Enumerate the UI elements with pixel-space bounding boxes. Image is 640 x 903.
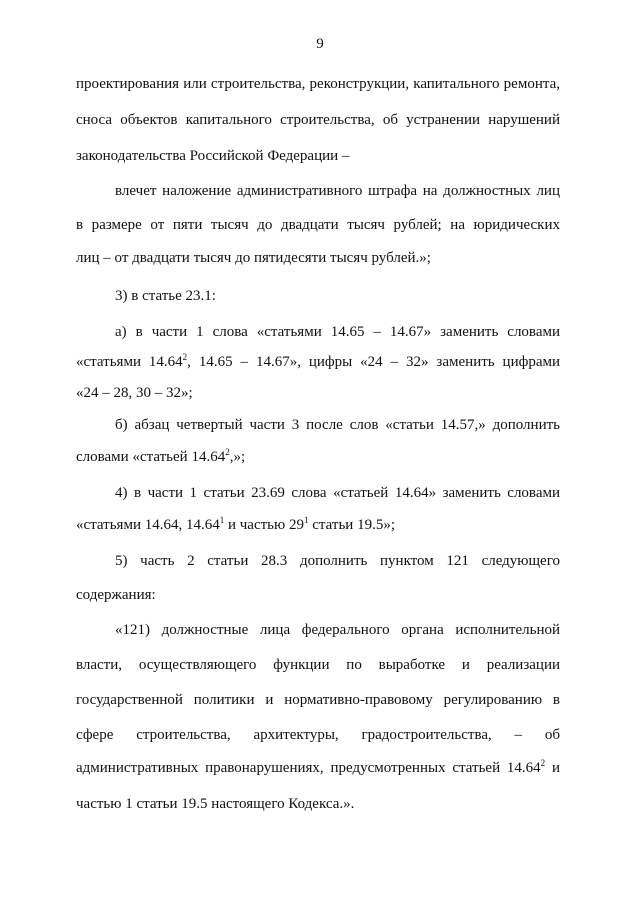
- text-line: [76, 515, 560, 535]
- superscript: 2: [182, 352, 188, 362]
- text-fragment: , 14.65 – 14.67», цифры «24 – 32» заменить цифрами: [187, 354, 560, 370]
- superscript: 2: [540, 758, 546, 768]
- text-line: а) в части 1 слова «статьями 14.65 – 14.67» заменить словами: [115, 324, 560, 340]
- text-fragment: «статьями 14.64, 14.64: [76, 517, 220, 533]
- text-line: влечет наложение административного штрафа на должностных лиц: [115, 183, 560, 199]
- text-line: проектирования или строительства, реконструкции, капитального ремонта,: [76, 76, 560, 92]
- text-line: 4) в части 1 статьи 23.69 слова «статьей 14.64» заменить словами: [115, 485, 560, 501]
- text-line: [76, 758, 560, 778]
- text-line: 5) часть 2 статьи 28.3 дополнить пунктом 121 следующего: [115, 553, 560, 569]
- text-fragment: «статьями 14.64: [76, 354, 183, 370]
- text-line: содержания:: [76, 587, 156, 603]
- superscript: 2: [225, 447, 230, 457]
- text-fragment: административных правонарушениях, предусмотренных статьей 14.64: [76, 760, 541, 776]
- text-line: б) абзац четвертый части 3 после слов «статьи 14.57,» дополнить: [115, 417, 560, 433]
- page-number: 9: [316, 36, 324, 52]
- text-line: частью 1 статьи 19.5 настоящего Кодекса.».: [76, 796, 355, 812]
- text-line: законодательства Российской Федерации –: [76, 148, 350, 164]
- text-line: «121) должностные лица федерального органа исполнительной: [115, 622, 560, 638]
- superscript: 1: [219, 515, 225, 525]
- text-line: 3) в статье 23.1:: [115, 288, 216, 304]
- text-fragment: словами «статьей 14.64: [76, 449, 226, 465]
- superscript: 1: [303, 515, 309, 525]
- text-fragment: и: [545, 760, 560, 776]
- text-line: государственной политики и нормативно-правовому регулированию в: [76, 692, 560, 708]
- text-line: сноса объектов капитального строительства, об устранении нарушений: [76, 112, 560, 128]
- text-fragment: ,»;: [229, 449, 246, 465]
- text-line: сфере строительства, архитектуры, градостроительства, – об: [76, 727, 560, 743]
- text-fragment: и частью 29: [224, 517, 304, 533]
- text-line: лиц – от двадцати тысяч до пятидесяти тысяч рублей.»;: [76, 250, 431, 266]
- text-line: «24 – 28, 30 – 32»;: [76, 385, 193, 401]
- text-line: [76, 352, 560, 372]
- text-line: в размере от пяти тысяч до двадцати тысяч рублей; на юридических: [76, 217, 560, 233]
- text-line: власти, осуществляющего функции по выработке и реализации: [76, 657, 560, 673]
- text-fragment: статьи 19.5»;: [308, 517, 395, 533]
- text-line: [76, 447, 560, 467]
